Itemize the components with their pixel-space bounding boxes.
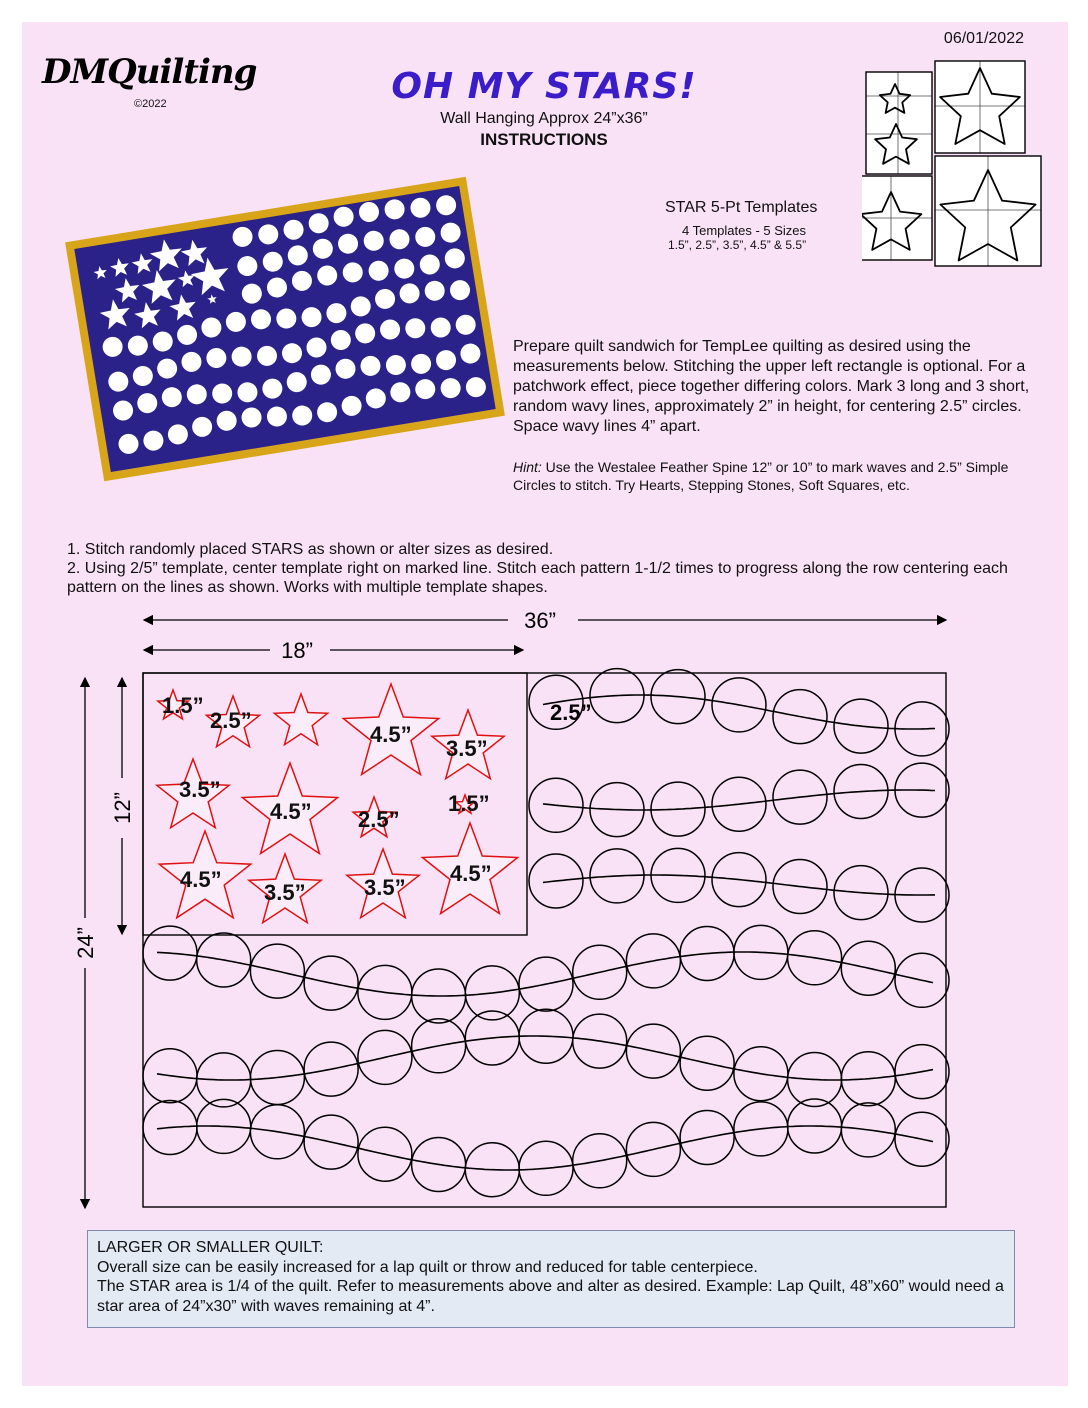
width-label: 36”: [524, 608, 556, 633]
size-note-line1: Overall size can be easily increased for a lap quilt or throw and reduced for table centerpiece.: [97, 1258, 758, 1276]
circle-size-label: 2.5”: [550, 700, 592, 725]
templates-title: STAR 5-Pt Templates: [665, 199, 818, 216]
templates-count: 4 Templates - 5 Sizes: [682, 223, 807, 238]
star-size-label: 2.5”: [358, 807, 400, 832]
size-note-heading: LARGER OR SMALLER QUILT:: [97, 1239, 324, 1256]
quilt-diagram: [60, 600, 960, 1220]
flag-illustration: [60, 168, 510, 490]
wave-line: [157, 1126, 933, 1170]
wave-line: [543, 695, 935, 729]
hint-paragraph: [513, 458, 1038, 494]
star-size-label: 4.5”: [370, 722, 412, 747]
star-size-label: 4.5”: [180, 867, 222, 892]
step-1: 1. Stitch randomly placed STARS as shown or alter sizes as desired.: [67, 541, 554, 558]
date-stamp: 06/01/2022: [943, 30, 1024, 47]
instructions-heading: INSTRUCTIONS: [480, 130, 608, 149]
hint-label: Hint:: [513, 459, 542, 475]
wave-line: [157, 952, 933, 996]
step-2: 2. Using 2/5” template, center template right on marked line. Stitch each pattern 1-1/2 times to progress along the row centering each pattern on the lines as shown. Works with multiple template shapes.: [67, 560, 1008, 596]
star-size-label: 4.5”: [450, 861, 492, 886]
star-size-label: 3.5”: [264, 880, 306, 905]
star-size-label: 3.5”: [446, 736, 488, 761]
half-height-label: 12”: [110, 792, 135, 824]
prep-paragraph: Prepare quilt sandwich for TempLee quilting as desired using the measurements below. Stitching the upper left rectangle is optional. For a patchwork effect, piece together differing colors. Mark 3 long and 3 short, random wavy lines, approximately 2” in height, for centering 2.5” circles. Space wavy lines 4” apart.: [513, 338, 1030, 435]
star-size-label: 2.5”: [210, 708, 252, 733]
half-width-label: 18”: [281, 638, 313, 663]
star-size-label: 3.5”: [364, 875, 406, 900]
hint-text: Use the Westalee Feather Spine 12” or 10” to mark waves and 2.5” Simple Circles to stitch. Try Hearts, Stepping Stones, Soft Squares, etc.: [513, 459, 1009, 493]
size-note-box: [87, 1230, 1015, 1328]
circle-wave-rows: [143, 669, 949, 1197]
brand-logo: DMQuilting: [42, 52, 257, 92]
page-subtitle: Wall Hanging Approx 24”x36”: [440, 110, 648, 127]
steps-list: [67, 540, 1027, 597]
templates-sizes: 1.5”, 2.5”, 3.5”, 4.5” & 5.5”: [668, 238, 807, 252]
star-placements: [157, 684, 518, 923]
copyright: ©2022: [134, 98, 167, 110]
star-size-label: 3.5”: [179, 777, 221, 802]
page-title-text: OH MY STARS!: [391, 66, 697, 107]
wave-line: [157, 1036, 933, 1080]
star-size-label: 4.5”: [270, 799, 312, 824]
wave-line: [543, 875, 935, 895]
star-size-label: 1.5”: [448, 791, 490, 816]
template-thumbnails: [862, 58, 1048, 268]
wave-line: [543, 790, 935, 810]
size-note-line2: The STAR area is 1/4 of the quilt. Refer to measurements above and alter as desired. Example: Lap Quilt, 48”x60” would need a star area of 24”x30” with waves remaining at 4”.: [97, 1278, 1004, 1315]
height-label: 24”: [73, 927, 98, 959]
star-size-label: 1.5”: [162, 693, 204, 718]
star-outline: [274, 694, 327, 745]
